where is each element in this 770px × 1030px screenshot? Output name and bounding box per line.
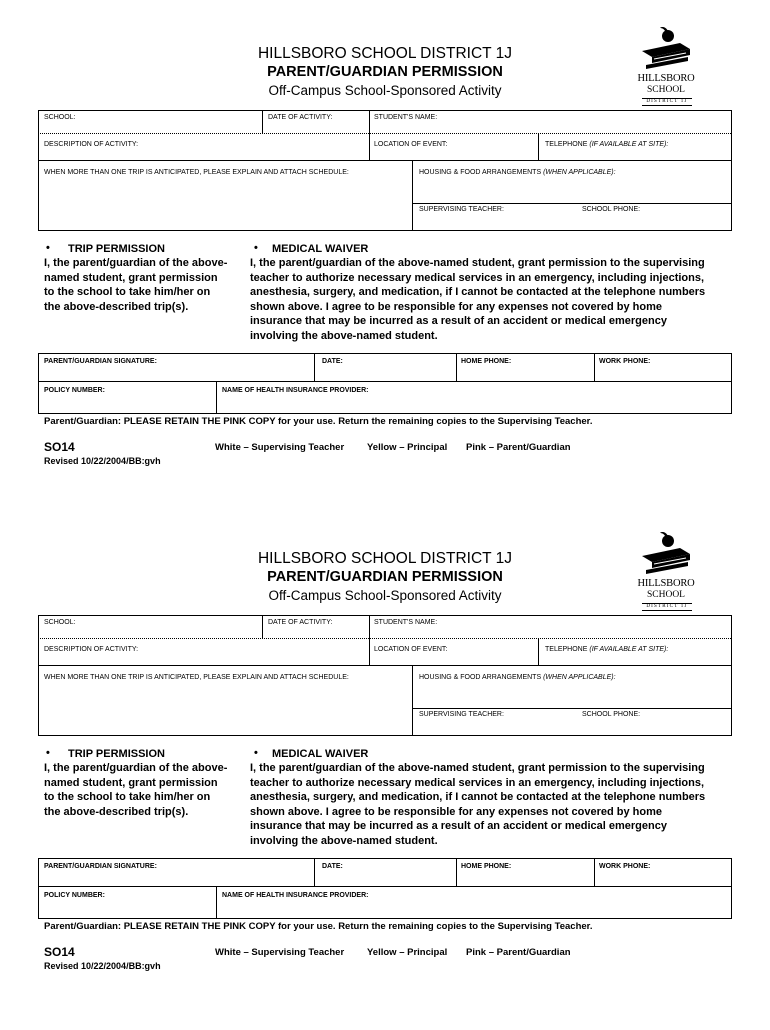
students-name-field[interactable]: STUDENT'S NAME: (374, 114, 438, 121)
book-stack-apple-icon (640, 530, 692, 576)
trip-permission-title: TRIP PERMISSION (68, 243, 165, 255)
medical-line: shown above. I agree to be responsible for any expenses not covered by home (250, 805, 663, 818)
medical-waiver-title: MEDICAL WAIVER (272, 243, 369, 255)
home-phone-field[interactable]: HOME PHONE: (461, 358, 512, 365)
trip-line: I, the parent/guardian of the above- (44, 762, 228, 774)
medical-waiver-text (250, 761, 705, 848)
form-subtitle: Off-Campus School-Sponsored Activity (268, 83, 502, 98)
revised-line: Revised 10/22/2004/BB:gvh (44, 961, 161, 971)
medical-line: shown above. I agree to be responsible for any expenses not covered by home (250, 300, 663, 313)
telephone-label: TELEPHONE (545, 646, 588, 653)
medical-line: involving the above-named student. (250, 834, 438, 847)
school-field[interactable]: SCHOOL: (44, 114, 76, 121)
description-field[interactable]: DESCRIPTION OF ACTIVITY: (44, 646, 139, 653)
district-name: HILLSBORO SCHOOL DISTRICT 1J (257, 550, 513, 567)
medical-bullet: • (254, 242, 258, 254)
work-phone-field[interactable]: WORK PHONE: (599, 863, 651, 870)
medical-line: anesthesia, surgery, and medication, if I cannot be contacted at the telephone numbers (250, 286, 706, 298)
signature-field[interactable]: PARENT/GUARDIAN SIGNATURE: (44, 863, 157, 870)
housing-note: (WHEN APPLICABLE): (543, 169, 616, 176)
description-field[interactable]: DESCRIPTION OF ACTIVITY: (44, 141, 139, 148)
retain-pink-copy-note: Parent/Guardian: PLEASE RETAIN THE PINK COPY for your use. Return the remaining copies to the Supervising Teacher. (44, 416, 593, 427)
medical-line: teacher to authorize necessary medical services in an emergency, including injections, (250, 776, 705, 789)
date-of-activity-field[interactable]: DATE OF ACTIVITY: (268, 114, 333, 121)
district-logo (626, 530, 706, 616)
multiple-trips-field[interactable]: WHEN MORE THAN ONE TRIP IS ANTICIPATED, PLEASE EXPLAIN AND ATTACH SCHEDULE: (44, 674, 349, 681)
revised-line: Revised 10/22/2004/BB:gvh (44, 456, 161, 466)
date-field[interactable]: DATE: (322, 863, 343, 870)
form-code: SO14 (44, 945, 75, 959)
copy-yellow: Yellow – Principal (367, 947, 448, 958)
retain-pink-copy-note: Parent/Guardian: PLEASE RETAIN THE PINK COPY for your use. Return the remaining copies to the Supervising Teacher. (44, 921, 593, 932)
trip-bullet: • (46, 747, 50, 759)
trip-line: named student, grant permission (44, 271, 218, 284)
signature-field[interactable]: PARENT/GUARDIAN SIGNATURE: (44, 358, 157, 365)
housing-field[interactable] (419, 169, 616, 176)
district-name: HILLSBORO SCHOOL DISTRICT 1J (257, 45, 513, 62)
housing-field[interactable] (419, 674, 616, 681)
trip-permission-text (44, 256, 227, 314)
district-logo (626, 25, 706, 111)
form-subtitle: Off-Campus School-Sponsored Activity (268, 588, 502, 603)
telephone-note: (IF AVAILABLE AT SITE): (589, 141, 669, 148)
trip-permission-title: TRIP PERMISSION (68, 748, 165, 760)
housing-label: HOUSING & FOOD ARRANGEMENTS (419, 169, 542, 176)
telephone-label: TELEPHONE (545, 141, 588, 148)
permission-form-copy-1 (0, 45, 770, 525)
location-field[interactable]: LOCATION OF EVENT: (374, 646, 448, 653)
medical-line: insurance that may be incurred as a result of an accident or medical emergency (250, 820, 667, 832)
multiple-trips-field[interactable]: WHEN MORE THAN ONE TRIP IS ANTICIPATED, PLEASE EXPLAIN AND ATTACH SCHEDULE: (44, 169, 349, 176)
telephone-field[interactable] (545, 141, 668, 148)
medical-line: insurance that may be incurred as a result of an accident or medical emergency (250, 315, 667, 327)
copy-pink: Pink – Parent/Guardian (466, 442, 571, 453)
form-title: PARENT/GUARDIAN PERMISSION (267, 64, 503, 80)
trip-permission-text (44, 761, 227, 819)
book-stack-apple-icon (640, 25, 692, 71)
trip-line: to the school to take him/her on (44, 791, 211, 803)
telephone-field[interactable] (545, 646, 668, 653)
trip-bullet: • (46, 242, 50, 254)
housing-label: HOUSING & FOOD ARRANGEMENTS (419, 674, 542, 681)
insurance-provider-field[interactable]: NAME OF HEALTH INSURANCE PROVIDER: (222, 387, 369, 394)
form-title: PARENT/GUARDIAN PERMISSION (267, 569, 503, 585)
students-name-field[interactable]: STUDENT'S NAME: (374, 619, 438, 626)
school-field[interactable]: SCHOOL: (44, 619, 76, 626)
work-phone-field[interactable]: WORK PHONE: (599, 358, 651, 365)
location-field[interactable]: LOCATION OF EVENT: (374, 141, 448, 148)
trip-line: the above-described trip(s). (44, 805, 189, 818)
trip-line: to the school to take him/her on (44, 286, 211, 298)
housing-note: (WHEN APPLICABLE): (543, 674, 616, 681)
copy-white: White – Supervising Teacher (215, 442, 345, 453)
copy-white: White – Supervising Teacher (215, 947, 345, 958)
school-phone-field[interactable]: SCHOOL PHONE: (582, 206, 641, 213)
medical-line: teacher to authorize necessary medical services in an emergency, including injections, (250, 271, 705, 284)
policy-number-field[interactable]: POLICY NUMBER: (44, 892, 105, 899)
copy-yellow: Yellow – Principal (367, 442, 448, 453)
school-phone-field[interactable]: SCHOOL PHONE: (582, 711, 641, 718)
medical-waiver-text (250, 256, 705, 343)
medical-bullet: • (254, 747, 258, 759)
supervising-teacher-field[interactable]: SUPERVISING TEACHER: (419, 711, 504, 718)
home-phone-field[interactable]: HOME PHONE: (461, 863, 512, 870)
logo-line-1: HILLSBORO (637, 73, 695, 84)
date-of-activity-field[interactable]: DATE OF ACTIVITY: (268, 619, 333, 626)
logo-line-3: DISTRICT 1J (642, 603, 692, 611)
medical-line: involving the above-named student. (250, 329, 438, 342)
logo-line-3: DISTRICT 1J (642, 98, 692, 106)
date-field[interactable]: DATE: (322, 358, 343, 365)
copy-pink: Pink – Parent/Guardian (466, 947, 571, 958)
logo-line-2: SCHOOL (646, 590, 685, 600)
trip-line: named student, grant permission (44, 776, 218, 789)
logo-line-2: SCHOOL (646, 85, 685, 95)
form-code: SO14 (44, 440, 75, 454)
medical-line: I, the parent/guardian of the above-named student, grant permission to the supervising (250, 257, 705, 269)
supervising-teacher-field[interactable]: SUPERVISING TEACHER: (419, 206, 504, 213)
trip-line: the above-described trip(s). (44, 300, 189, 313)
policy-number-field[interactable]: POLICY NUMBER: (44, 387, 105, 394)
medical-waiver-title: MEDICAL WAIVER (272, 748, 369, 760)
medical-line: anesthesia, surgery, and medication, if I cannot be contacted at the telephone numbers (250, 791, 706, 803)
telephone-note: (IF AVAILABLE AT SITE): (589, 646, 669, 653)
trip-line: I, the parent/guardian of the above- (44, 257, 228, 269)
permission-form-copy-2 (0, 550, 770, 1030)
logo-line-1: HILLSBORO (637, 578, 695, 589)
insurance-provider-field[interactable]: NAME OF HEALTH INSURANCE PROVIDER: (222, 892, 369, 899)
medical-line: I, the parent/guardian of the above-named student, grant permission to the supervising (250, 762, 705, 774)
